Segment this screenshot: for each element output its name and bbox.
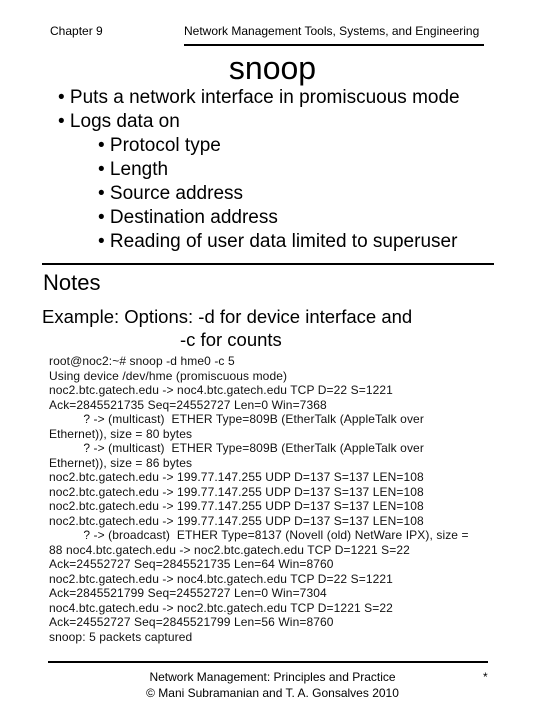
page-marker: * — [483, 670, 488, 684]
example-line-1: Example: Options: -d for device interface and — [42, 306, 413, 327]
terminal-line: noc2.btc.gatech.edu -> 199.77.147.255 UDP D=137 S=137 LEN=108 — [49, 513, 424, 528]
terminal-line: ? -> (multicast) ETHER Type=809B (EtherTalk (AppleTalk over — [49, 441, 424, 455]
book-section-label: Network Management Tools, Systems, and Engineering — [184, 24, 480, 38]
sub-bullet-item: • Source address — [98, 183, 244, 204]
terminal-line: noc2.btc.gatech.edu -> 199.77.147.255 UDP D=137 S=137 LEN=108 — [49, 470, 424, 484]
footer-copyright: © Mani Subramanian and T. A. Gonsalves 2010 — [146, 686, 399, 700]
notes-heading: Notes — [43, 270, 101, 295]
terminal-line: Ack=2845521799 Seq=24552727 Len=0 Win=7304 — [49, 586, 327, 600]
notes-divider — [42, 263, 494, 265]
example-line-2: -c for counts — [180, 329, 282, 350]
terminal-line: noc2.btc.gatech.edu -> 199.77.147.255 UDP D=137 S=137 LEN=108 — [49, 499, 424, 513]
header-divider — [184, 44, 484, 46]
terminal-line: ? -> (broadcast) ETHER Type=8137 (Novell (old) NetWare IPX), size = — [49, 528, 469, 542]
terminal-line: Ack=24552727 Seq=2845521799 Len=56 Win=8760 — [49, 615, 334, 629]
terminal-line: Using device /dev/hme (promiscuous mode) — [49, 368, 288, 383]
footer-credit — [130, 669, 415, 701]
sub-bullet-item: • Length — [98, 159, 169, 180]
footer-book-title: Network Management: Principles and Practice — [149, 670, 396, 684]
footer-divider — [48, 661, 488, 663]
terminal-line: noc4.btc.gatech.edu -> noc2.btc.gatech.edu TCP D=1221 S=22 — [49, 600, 393, 615]
terminal-line: Ethernet)), size = 86 bytes — [49, 455, 193, 470]
bullet-item: • Logs data on — [58, 111, 180, 132]
terminal-line: noc2.btc.gatech.edu -> noc4.btc.gatech.edu TCP D=22 S=1221 — [49, 383, 393, 397]
terminal-line: 88 noc4.btc.gatech.edu -> noc2.btc.gatech.edu TCP D=1221 S=22 — [49, 542, 410, 557]
terminal-line: noc2.btc.gatech.edu -> noc4.btc.gatech.edu TCP D=22 S=1221 — [49, 571, 393, 586]
terminal-line: ? -> (multicast) ETHER Type=809B (EtherTalk (AppleTalk over — [49, 412, 424, 426]
slide-title: snoop — [228, 50, 317, 86]
chapter-label: Chapter 9 — [50, 24, 103, 38]
bullet-list — [58, 86, 460, 254]
terminal-line: noc2.btc.gatech.edu -> 199.77.147.255 UDP D=137 S=137 LEN=108 — [49, 484, 424, 499]
bullet-item: • Puts a network interface in promiscuous mode — [58, 87, 460, 108]
terminal-output — [49, 354, 499, 644]
sub-bullet-item: • Reading of user data limited to superuser — [98, 231, 458, 252]
sub-bullet-item: • Destination address — [98, 207, 278, 228]
terminal-line: Ethernet)), size = 80 bytes — [49, 426, 193, 441]
sub-bullet-item: • Protocol type — [98, 135, 221, 156]
terminal-line: snoop: 5 packets captured — [49, 629, 193, 644]
terminal-line: Ack=24552727 Seq=2845521735 Len=64 Win=8760 — [49, 557, 334, 571]
terminal-line: root@noc2:~# snoop -d hme0 -c 5 — [49, 354, 235, 368]
terminal-line: Ack=2845521735 Seq=24552727 Len=0 Win=7368 — [49, 397, 327, 412]
